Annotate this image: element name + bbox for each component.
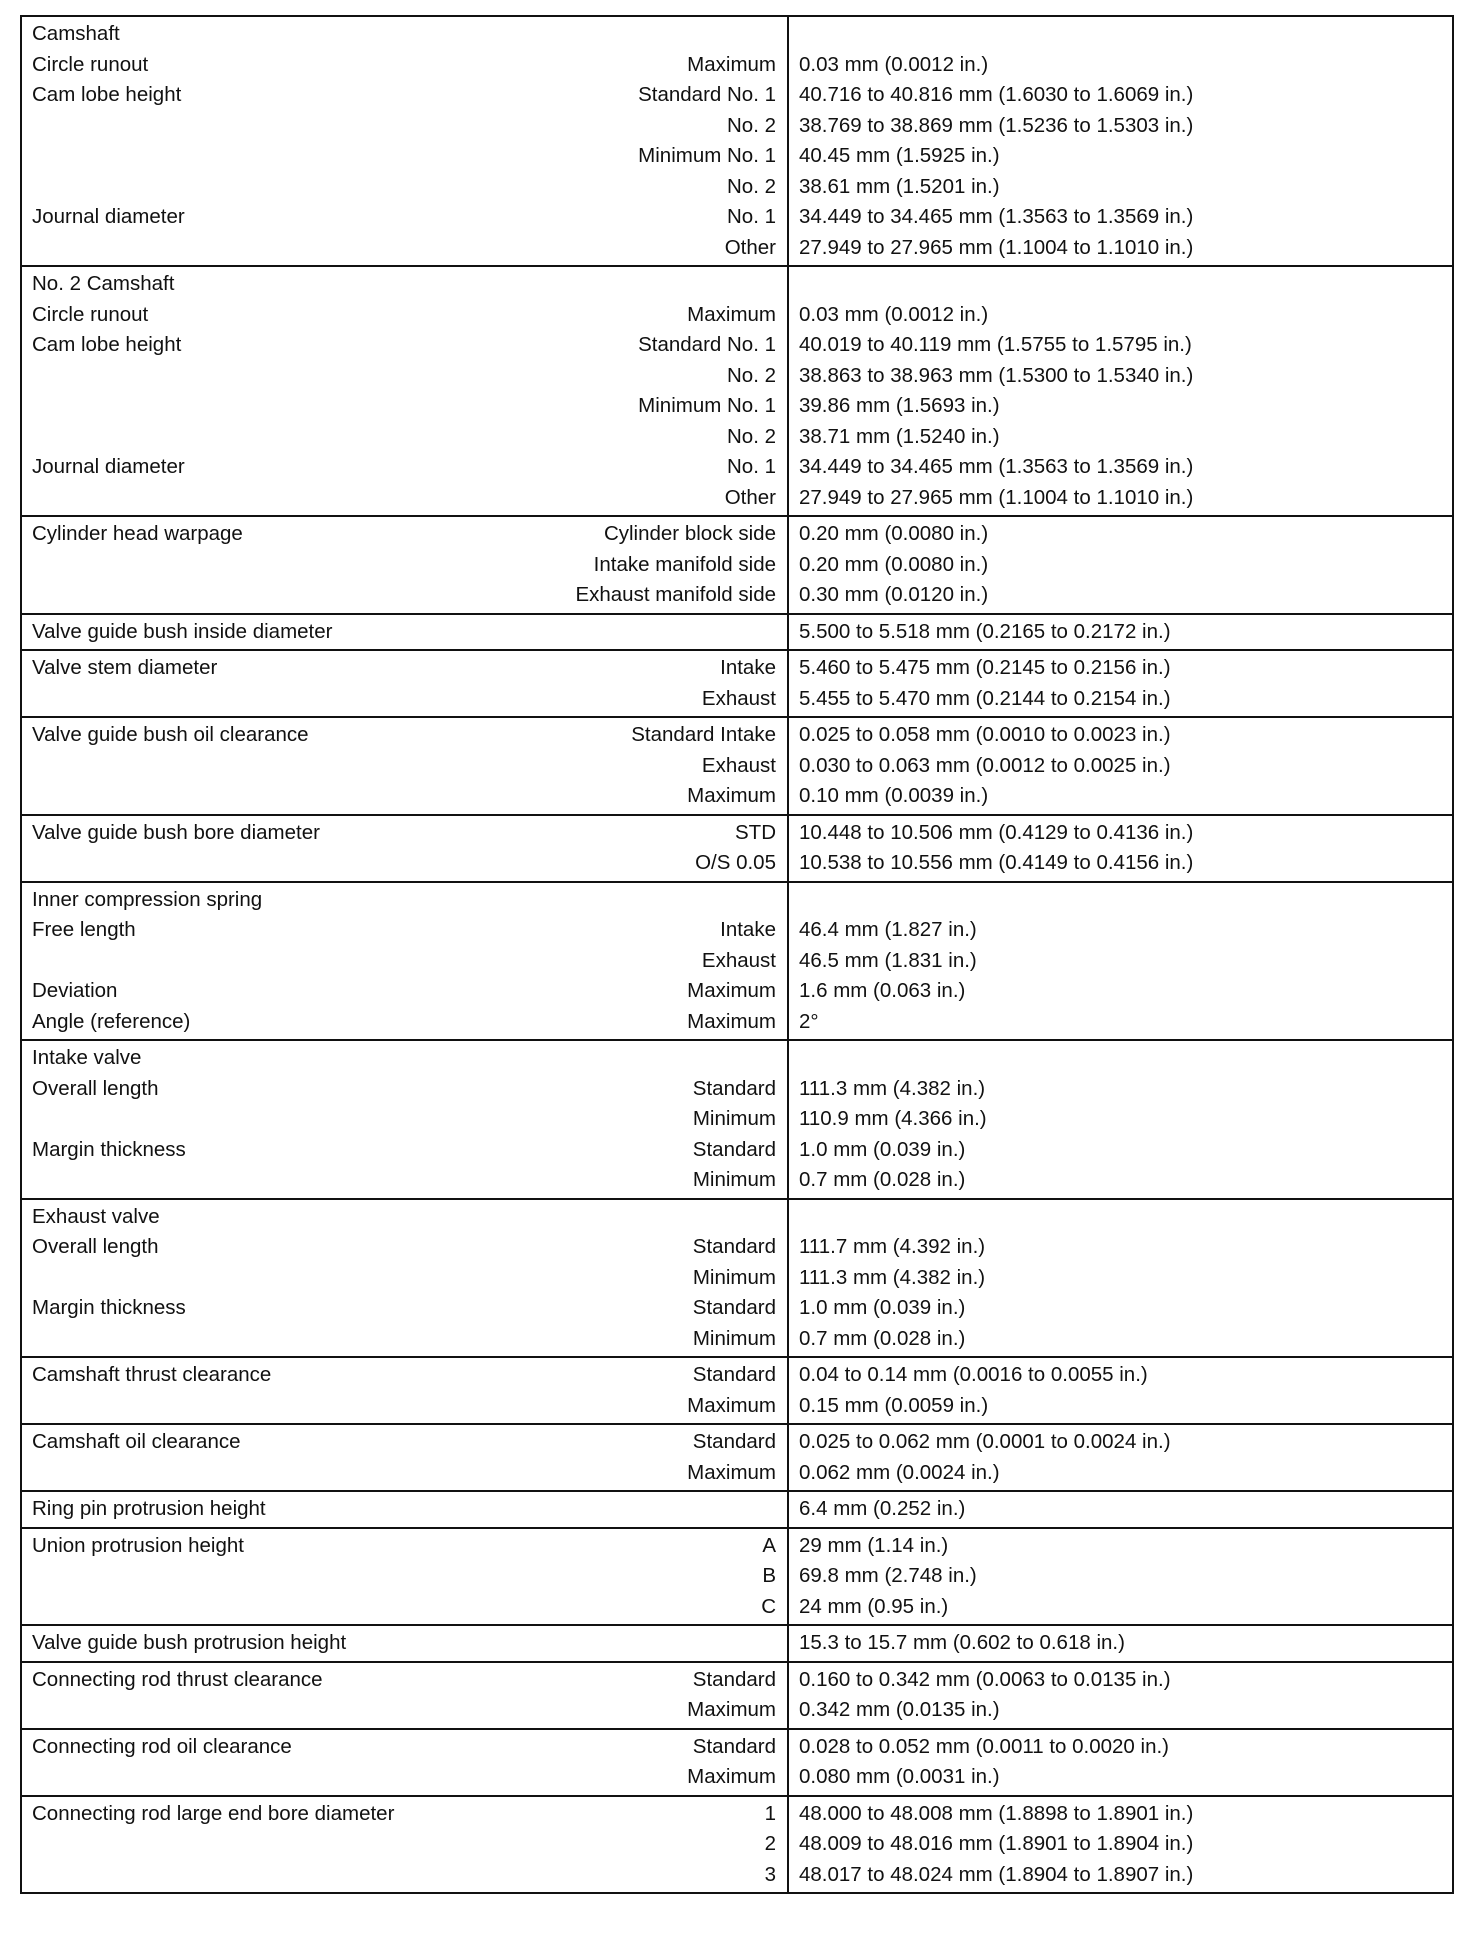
- spec-value: 10.538 to 10.556 mm (0.4149 to 0.4156 in.): [788, 848, 1453, 882]
- spec-value: 0.160 to 0.342 mm (0.0063 to 0.0135 in.): [788, 1662, 1453, 1696]
- spec-row: [21, 330, 1453, 361]
- spec-value: 5.500 to 5.518 mm (0.2165 to 0.2172 in.): [788, 614, 1453, 651]
- spec-condition: No. 2: [727, 424, 776, 448]
- spec-row: [21, 1662, 1453, 1696]
- spec-value: 27.949 to 27.965 mm (1.1004 to 1.1010 in.): [788, 233, 1453, 267]
- spec-value: 0.028 to 0.052 mm (0.0011 to 0.0020 in.): [788, 1729, 1453, 1763]
- spec-value: 0.04 to 0.14 mm (0.0016 to 0.0055 in.): [788, 1357, 1453, 1391]
- spec-condition: B: [762, 1564, 776, 1587]
- spec-value: 2°: [788, 1007, 1453, 1041]
- spec-item-label: [21, 111, 439, 142]
- spec-value: 6.4 mm (0.252 in.): [788, 1491, 1453, 1528]
- spec-condition: Minimum: [692, 1107, 776, 1130]
- spec-value: 111.7 mm (4.392 in.): [788, 1232, 1453, 1263]
- spec-item-label: Camshaft: [32, 22, 120, 45]
- spec-condition: Maximum: [687, 1460, 776, 1484]
- spec-item-label: Circle runout: [32, 52, 149, 76]
- spec-condition: Maximum: [687, 52, 776, 76]
- spec-value: 1.0 mm (0.039 in.): [788, 1293, 1453, 1324]
- spec-row: [21, 1625, 1453, 1662]
- spec-group: [21, 516, 1453, 614]
- spec-condition: Intake: [720, 656, 776, 679]
- spec-row: [21, 1074, 1453, 1105]
- spec-value: 0.025 to 0.058 mm (0.0010 to 0.0023 in.): [788, 717, 1453, 751]
- spec-row: [21, 202, 1453, 233]
- spec-item-label: [21, 580, 439, 614]
- spec-item-label: Journal diameter: [32, 205, 185, 228]
- spec-row: [21, 751, 1453, 782]
- spec-item-label: [21, 1263, 439, 1294]
- spec-item-label: [21, 422, 439, 453]
- spec-value: 34.449 to 34.465 mm (1.3563 to 1.3569 in.): [788, 452, 1453, 483]
- spec-item-label: Cylinder head warpage: [32, 522, 243, 545]
- spec-value: 48.017 to 48.024 mm (1.8904 to 1.8907 in.): [788, 1860, 1453, 1894]
- spec-condition: [439, 882, 788, 916]
- spec-row: [21, 452, 1453, 483]
- spec-row: [21, 172, 1453, 203]
- spec-row: [21, 1293, 1453, 1324]
- spec-group: [21, 614, 1453, 651]
- spec-row: [21, 1199, 1453, 1233]
- spec-row: [21, 550, 1453, 581]
- spec-row: [21, 882, 1453, 916]
- spec-condition: Cylinder block side: [603, 522, 776, 545]
- spec-row: [21, 1762, 1453, 1796]
- spec-value: 1.6 mm (0.063 in.): [788, 976, 1453, 1007]
- spec-item-label: [21, 751, 439, 782]
- spec-condition: [439, 1040, 788, 1074]
- spec-group: [21, 1040, 1453, 1199]
- spec-group: [21, 1625, 1453, 1662]
- spec-item-label: [21, 391, 439, 422]
- spec-condition: Standard No. 1: [638, 333, 776, 356]
- spec-row: [21, 1491, 1453, 1528]
- spec-condition: Maximum: [687, 1009, 776, 1033]
- spec-row: [21, 391, 1453, 422]
- spec-group: [21, 1491, 1453, 1528]
- spec-item-label: [21, 848, 439, 882]
- spec-value: 46.5 mm (1.831 in.): [788, 946, 1453, 977]
- spec-value: 0.30 mm (0.0120 in.): [788, 580, 1453, 614]
- spec-group: [21, 1528, 1453, 1626]
- spec-row: [21, 1007, 1453, 1041]
- spec-group: [21, 1662, 1453, 1729]
- spec-value: 38.71 mm (1.5240 in.): [788, 422, 1453, 453]
- spec-condition: Minimum: [692, 1326, 776, 1350]
- spec-condition: Exhaust manifold side: [575, 583, 776, 606]
- spec-row: [21, 483, 1453, 517]
- spec-row: [21, 580, 1453, 614]
- spec-row: [21, 1104, 1453, 1135]
- spec-item-label: [21, 1829, 439, 1860]
- spec-row: [21, 361, 1453, 392]
- spec-condition: No. 2: [727, 363, 776, 387]
- spec-group: [21, 1357, 1453, 1424]
- spec-condition: Maximum: [687, 1765, 776, 1788]
- spec-value: 27.949 to 27.965 mm (1.1004 to 1.1010 in.): [788, 483, 1453, 517]
- spec-item-label: [21, 1561, 439, 1592]
- spec-condition: [439, 1199, 788, 1233]
- spec-group: [21, 1796, 1453, 1894]
- spec-row: [21, 684, 1453, 718]
- spec-condition: No. 2: [727, 113, 776, 137]
- spec-item-label: Valve guide bush inside diameter: [32, 619, 333, 643]
- spec-condition: 3: [764, 1862, 776, 1886]
- spec-value: 24 mm (0.95 in.): [788, 1592, 1453, 1626]
- spec-condition: A: [762, 1533, 776, 1557]
- spec-condition: Other: [724, 235, 776, 259]
- spec-row: [21, 946, 1453, 977]
- spec-condition: Standard: [692, 1296, 776, 1319]
- spec-group: [21, 1729, 1453, 1796]
- spec-value: 0.20 mm (0.0080 in.): [788, 516, 1453, 550]
- spec-group: [21, 266, 1453, 516]
- spec-condition: No. 2: [727, 174, 776, 198]
- spec-row: [21, 1561, 1453, 1592]
- spec-row: [21, 1232, 1453, 1263]
- spec-value: 48.000 to 48.008 mm (1.8898 to 1.8901 in.): [788, 1796, 1453, 1830]
- spec-value: 111.3 mm (4.382 in.): [788, 1263, 1453, 1294]
- spec-row: [21, 141, 1453, 172]
- spec-item-label: Inner compression spring: [32, 887, 263, 911]
- spec-value: 40.716 to 40.816 mm (1.6030 to 1.6069 in.): [788, 80, 1453, 111]
- spec-value: 40.019 to 40.119 mm (1.5755 to 1.5795 in.): [788, 330, 1453, 361]
- spec-row: [21, 1263, 1453, 1294]
- spec-row: [21, 111, 1453, 142]
- spec-item-label: Connecting rod large end bore diameter: [32, 1801, 395, 1825]
- spec-row: [21, 1729, 1453, 1763]
- spec-item-label: [21, 1762, 439, 1796]
- spec-item-label: [21, 172, 439, 203]
- spec-condition: Other: [724, 485, 776, 509]
- spec-item-label: Camshaft thrust clearance: [32, 1363, 272, 1386]
- spec-condition: Standard: [692, 1734, 776, 1758]
- spec-item-label: [21, 550, 439, 581]
- spec-row: [21, 1135, 1453, 1166]
- spec-group: [21, 1424, 1453, 1491]
- spec-item-label: [21, 1860, 439, 1894]
- spec-condition: Standard Intake: [631, 723, 776, 746]
- spec-condition: 1: [764, 1801, 776, 1825]
- spec-value: 48.009 to 48.016 mm (1.8901 to 1.8904 in.): [788, 1829, 1453, 1860]
- spec-item-label: Valve guide bush protrusion height: [32, 1631, 347, 1654]
- spec-row: [21, 1592, 1453, 1626]
- spec-condition: Standard No. 1: [638, 83, 776, 106]
- spec-value: [788, 1040, 1453, 1074]
- spec-group: [21, 717, 1453, 815]
- spec-item-label: Margin thickness: [32, 1296, 186, 1319]
- spec-condition: Minimum No. 1: [638, 144, 776, 167]
- spec-item-label: [21, 946, 439, 977]
- spec-row: [21, 1829, 1453, 1860]
- spec-row: [21, 815, 1453, 849]
- spec-row: [21, 266, 1453, 300]
- spec-item-label: Union protrusion height: [32, 1533, 244, 1557]
- spec-item-label: Valve guide bush oil clearance: [32, 723, 309, 746]
- spec-value: 46.4 mm (1.827 in.): [788, 915, 1453, 946]
- spec-value: 34.449 to 34.465 mm (1.3563 to 1.3569 in.): [788, 202, 1453, 233]
- spec-value: 0.062 mm (0.0024 in.): [788, 1458, 1453, 1492]
- spec-row: [21, 1528, 1453, 1562]
- spec-item-label: [21, 684, 439, 718]
- spec-item-label: Circle runout: [32, 302, 149, 326]
- spec-group: [21, 16, 1453, 266]
- spec-condition: O/S 0.05: [695, 851, 776, 874]
- spec-condition: Intake manifold side: [593, 552, 776, 576]
- spec-condition: Standard: [692, 1430, 776, 1453]
- spec-row: [21, 1458, 1453, 1492]
- spec-condition: Maximum: [687, 302, 776, 326]
- spec-condition: No. 1: [727, 205, 776, 228]
- spec-value: 0.7 mm (0.028 in.): [788, 1165, 1453, 1199]
- spec-item-label: Overall length: [32, 1076, 159, 1100]
- spec-row: [21, 1424, 1453, 1458]
- spec-value: 0.030 to 0.063 mm (0.0012 to 0.0025 in.): [788, 751, 1453, 782]
- spec-row: [21, 1860, 1453, 1894]
- spec-item-label: Valve stem diameter: [32, 656, 218, 679]
- spec-item-label: Ring pin protrusion height: [32, 1497, 266, 1520]
- spec-item-label: Exhaust valve: [32, 1204, 160, 1228]
- spec-condition: Exhaust: [701, 753, 776, 777]
- spec-value: 0.20 mm (0.0080 in.): [788, 550, 1453, 581]
- spec-item-label: [21, 1165, 439, 1199]
- spec-item-label: [21, 233, 439, 267]
- spec-condition: [439, 266, 788, 300]
- spec-row: [21, 1796, 1453, 1830]
- spec-item-label: [21, 1592, 439, 1626]
- spec-item-label: Valve guide bush bore diameter: [32, 820, 320, 844]
- spec-group: [21, 1199, 1453, 1358]
- spec-condition: [439, 1625, 788, 1662]
- spec-value: 0.342 mm (0.0135 in.): [788, 1695, 1453, 1729]
- spec-value: [788, 266, 1453, 300]
- spec-row: [21, 848, 1453, 882]
- spec-condition: Standard: [692, 1076, 776, 1100]
- spec-value: 5.455 to 5.470 mm (0.2144 to 0.2154 in.): [788, 684, 1453, 718]
- spec-item-label: Connecting rod oil clearance: [32, 1734, 292, 1758]
- spec-condition: Standard: [692, 1363, 776, 1386]
- spec-value: 40.45 mm (1.5925 in.): [788, 141, 1453, 172]
- spec-condition: STD: [735, 820, 776, 844]
- spec-condition: Maximum: [687, 1393, 776, 1417]
- spec-row: [21, 650, 1453, 684]
- spec-condition: Maximum: [687, 979, 776, 1002]
- spec-row: [21, 50, 1453, 81]
- spec-row: [21, 1165, 1453, 1199]
- spec-value: 39.86 mm (1.5693 in.): [788, 391, 1453, 422]
- spec-row: [21, 16, 1453, 50]
- spec-item-label: Cam lobe height: [32, 333, 182, 356]
- spec-row: [21, 1040, 1453, 1074]
- spec-value: 69.8 mm (2.748 in.): [788, 1561, 1453, 1592]
- spec-condition: Minimum: [692, 1168, 776, 1191]
- spec-row: [21, 233, 1453, 267]
- spec-value: [788, 16, 1453, 50]
- spec-value: 38.61 mm (1.5201 in.): [788, 172, 1453, 203]
- spec-item-label: Connecting rod thrust clearance: [32, 1667, 323, 1691]
- spec-condition: No. 1: [727, 455, 776, 478]
- spec-item-label: No. 2 Camshaft: [32, 272, 175, 295]
- spec-row: [21, 915, 1453, 946]
- spec-row: [21, 422, 1453, 453]
- spec-item-label: [21, 483, 439, 517]
- spec-row: [21, 300, 1453, 331]
- spec-value: 0.03 mm (0.0012 in.): [788, 300, 1453, 331]
- spec-item-label: Deviation: [32, 979, 118, 1002]
- spec-item-label: Free length: [32, 918, 136, 941]
- spec-condition: Exhaust: [701, 948, 776, 972]
- spec-condition: Minimum No. 1: [638, 394, 776, 417]
- spec-value: 38.863 to 38.963 mm (1.5300 to 1.5340 in.): [788, 361, 1453, 392]
- spec-value: 0.7 mm (0.028 in.): [788, 1324, 1453, 1358]
- spec-item-label: Overall length: [32, 1235, 159, 1258]
- specification-table: [20, 15, 1454, 1894]
- spec-row: [21, 1357, 1453, 1391]
- spec-row: [21, 80, 1453, 111]
- spec-row: [21, 1324, 1453, 1358]
- spec-value: 0.03 mm (0.0012 in.): [788, 50, 1453, 81]
- spec-value: 15.3 to 15.7 mm (0.602 to 0.618 in.): [788, 1625, 1453, 1662]
- spec-value: 0.15 mm (0.0059 in.): [788, 1391, 1453, 1425]
- spec-row: [21, 1695, 1453, 1729]
- spec-item-label: [21, 361, 439, 392]
- spec-condition: C: [761, 1594, 776, 1618]
- spec-value: [788, 882, 1453, 916]
- spec-item-label: [21, 1104, 439, 1135]
- spec-condition: [439, 614, 788, 651]
- spec-group: [21, 815, 1453, 882]
- spec-item-label: [21, 1324, 439, 1358]
- spec-condition: Minimum: [692, 1265, 776, 1289]
- spec-condition: Maximum: [687, 1698, 776, 1721]
- spec-condition: Standard: [692, 1667, 776, 1691]
- spec-condition: Standard: [692, 1137, 776, 1161]
- spec-value: 10.448 to 10.506 mm (0.4129 to 0.4136 in.): [788, 815, 1453, 849]
- spec-value: 29 mm (1.14 in.): [788, 1528, 1453, 1562]
- spec-condition: Exhaust: [701, 686, 776, 710]
- spec-condition: [439, 1491, 788, 1528]
- spec-value: 38.769 to 38.869 mm (1.5236 to 1.5303 in.): [788, 111, 1453, 142]
- spec-row: [21, 614, 1453, 651]
- spec-item-label: [21, 141, 439, 172]
- spec-condition: [439, 16, 788, 50]
- spec-value: 1.0 mm (0.039 in.): [788, 1135, 1453, 1166]
- spec-row: [21, 976, 1453, 1007]
- spec-item-label: [21, 1458, 439, 1492]
- spec-value: 5.460 to 5.475 mm (0.2145 to 0.2156 in.): [788, 650, 1453, 684]
- spec-item-label: Camshaft oil clearance: [32, 1430, 241, 1453]
- spec-row: [21, 781, 1453, 815]
- spec-value: [788, 1199, 1453, 1233]
- spec-group: [21, 882, 1453, 1041]
- spec-value: 111.3 mm (4.382 in.): [788, 1074, 1453, 1105]
- spec-condition: Intake: [720, 918, 776, 941]
- spec-item-label: [21, 1391, 439, 1425]
- spec-group: [21, 650, 1453, 717]
- spec-value: 0.10 mm (0.0039 in.): [788, 781, 1453, 815]
- spec-condition: Maximum: [687, 784, 776, 807]
- spec-item-label: Margin thickness: [32, 1137, 186, 1161]
- spec-row: [21, 1391, 1453, 1425]
- spec-item-label: Intake valve: [32, 1046, 142, 1069]
- spec-value: 0.025 to 0.062 mm (0.0001 to 0.0024 in.): [788, 1424, 1453, 1458]
- spec-item-label: [21, 1695, 439, 1729]
- spec-item-label: Angle (reference): [32, 1009, 191, 1033]
- spec-item-label: Journal diameter: [32, 455, 185, 478]
- spec-value: 0.080 mm (0.0031 in.): [788, 1762, 1453, 1796]
- spec-row: [21, 516, 1453, 550]
- spec-condition: Standard: [692, 1235, 776, 1258]
- spec-condition: 2: [764, 1832, 776, 1855]
- spec-item-label: [21, 781, 439, 815]
- spec-row: [21, 717, 1453, 751]
- spec-item-label: Cam lobe height: [32, 83, 182, 106]
- spec-value: 110.9 mm (4.366 in.): [788, 1104, 1453, 1135]
